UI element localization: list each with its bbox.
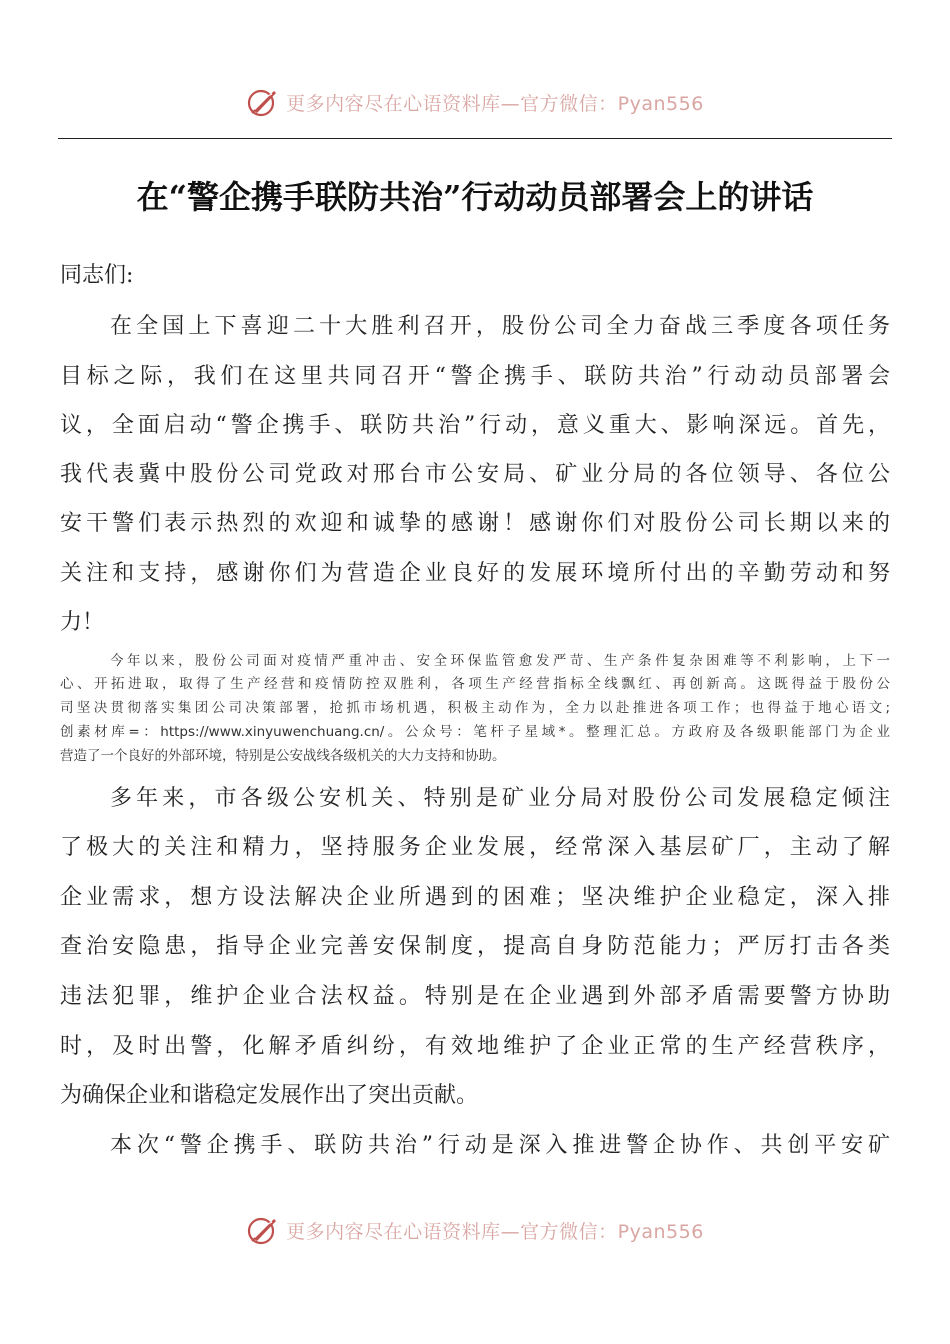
header-divider [58, 138, 892, 139]
paragraph-line: 创素材库=：https://www.xinyuwenchuang.cn/。公众号：笔杆子星域*。整理汇总。方政府及各级职能部门为企业 [60, 724, 890, 740]
watermark-text: 更多内容尽在心语资料库—官方微信：Pyan556 [286, 92, 704, 115]
paragraph-line: 了极大的关注和精力，坚持服务企业发展，经常深入基层矿厂，主动了解 [60, 835, 890, 860]
page-title: 在“警企携手联防共治”行动动员部署会上的讲话 [136, 178, 814, 216]
paragraph-line: 在全国上下喜迎二十大胜利召开，股份公司全力奋战三季度各项任务 [110, 314, 890, 339]
paragraph-line: 议，全面启动“警企携手、联防共治”行动，意义重大、影响深远。首先， [60, 413, 890, 438]
header-watermark [0, 82, 950, 122]
paragraph-line: 查治安隐患，指导企业完善安保制度，提高自身防范能力；严厉打击各类 [60, 934, 890, 959]
paragraph-line: 关注和支持，感谢你们为营造企业良好的发展环境所付出的辛勤劳动和努 [60, 561, 890, 586]
paragraph-line: 企业需求，想方设法解决企业所遇到的困难；坚决维护企业稳定，深入排 [60, 885, 890, 910]
paragraph-line: 力！ [60, 610, 105, 635]
paragraph-line: 多年来，市各级公安机关、特别是矿业分局对股份公司发展稳定倾注 [110, 786, 890, 811]
quill-pen-logo-icon [246, 1213, 280, 1247]
paragraph-line: 时，及时出警，化解矛盾纠纷，有效地维护了企业正常的生产经营秩序， [60, 1034, 890, 1059]
paragraph-line: 违法犯罪，维护企业合法权益。特别是在企业遇到外部矛盾需要警方协助 [60, 984, 890, 1009]
paragraph-line: 本次“警企携手、联防共治”行动是深入推进警企协作、共创平安矿 [110, 1133, 890, 1158]
paragraph-line: 司坚决贯彻落实集团公司决策部署，抢抓市场机遇，积极主动作为，全力以赴推进各项工作；也得益于地心语文; [60, 700, 890, 716]
paragraph-line: 目标之际，我们在这里共同召开“警企携手、联防共治”行动动员部署会 [60, 364, 890, 389]
paragraph-line: 我代表冀中股份公司党政对邢台市公安局、矿业分局的各位领导、各位公 [60, 462, 890, 487]
watermark-text: 更多内容尽在心语资料库—官方微信：Pyan556 [286, 1220, 704, 1243]
paragraph-line: 今年以来，股份公司面对疫情严重冲击、安全环保监管愈发严苛、生产条件复杂困难等不利影响，上下一 [110, 653, 890, 669]
paragraph-line: 安干警们表示热烈的欢迎和诚挚的感谢！感谢你们对股份公司长期以来的 [60, 511, 890, 536]
paragraph-line: 为确保企业和谐稳定发展作出了突出贡献。 [60, 1083, 479, 1108]
salutation: 同志们: [60, 263, 134, 288]
quill-pen-logo-icon [246, 85, 280, 119]
paragraph-line: 心、开拓进取，取得了生产经营和疫情防控双胜利，各项生产经营指标全线飘红、再创新高。这既得益于股份公 [60, 676, 890, 692]
paragraph-line: 营造了一个良好的外部环境，特别是公安战线各级机关的大力支持和协助。 [60, 748, 506, 764]
footer-watermark [0, 1210, 950, 1250]
